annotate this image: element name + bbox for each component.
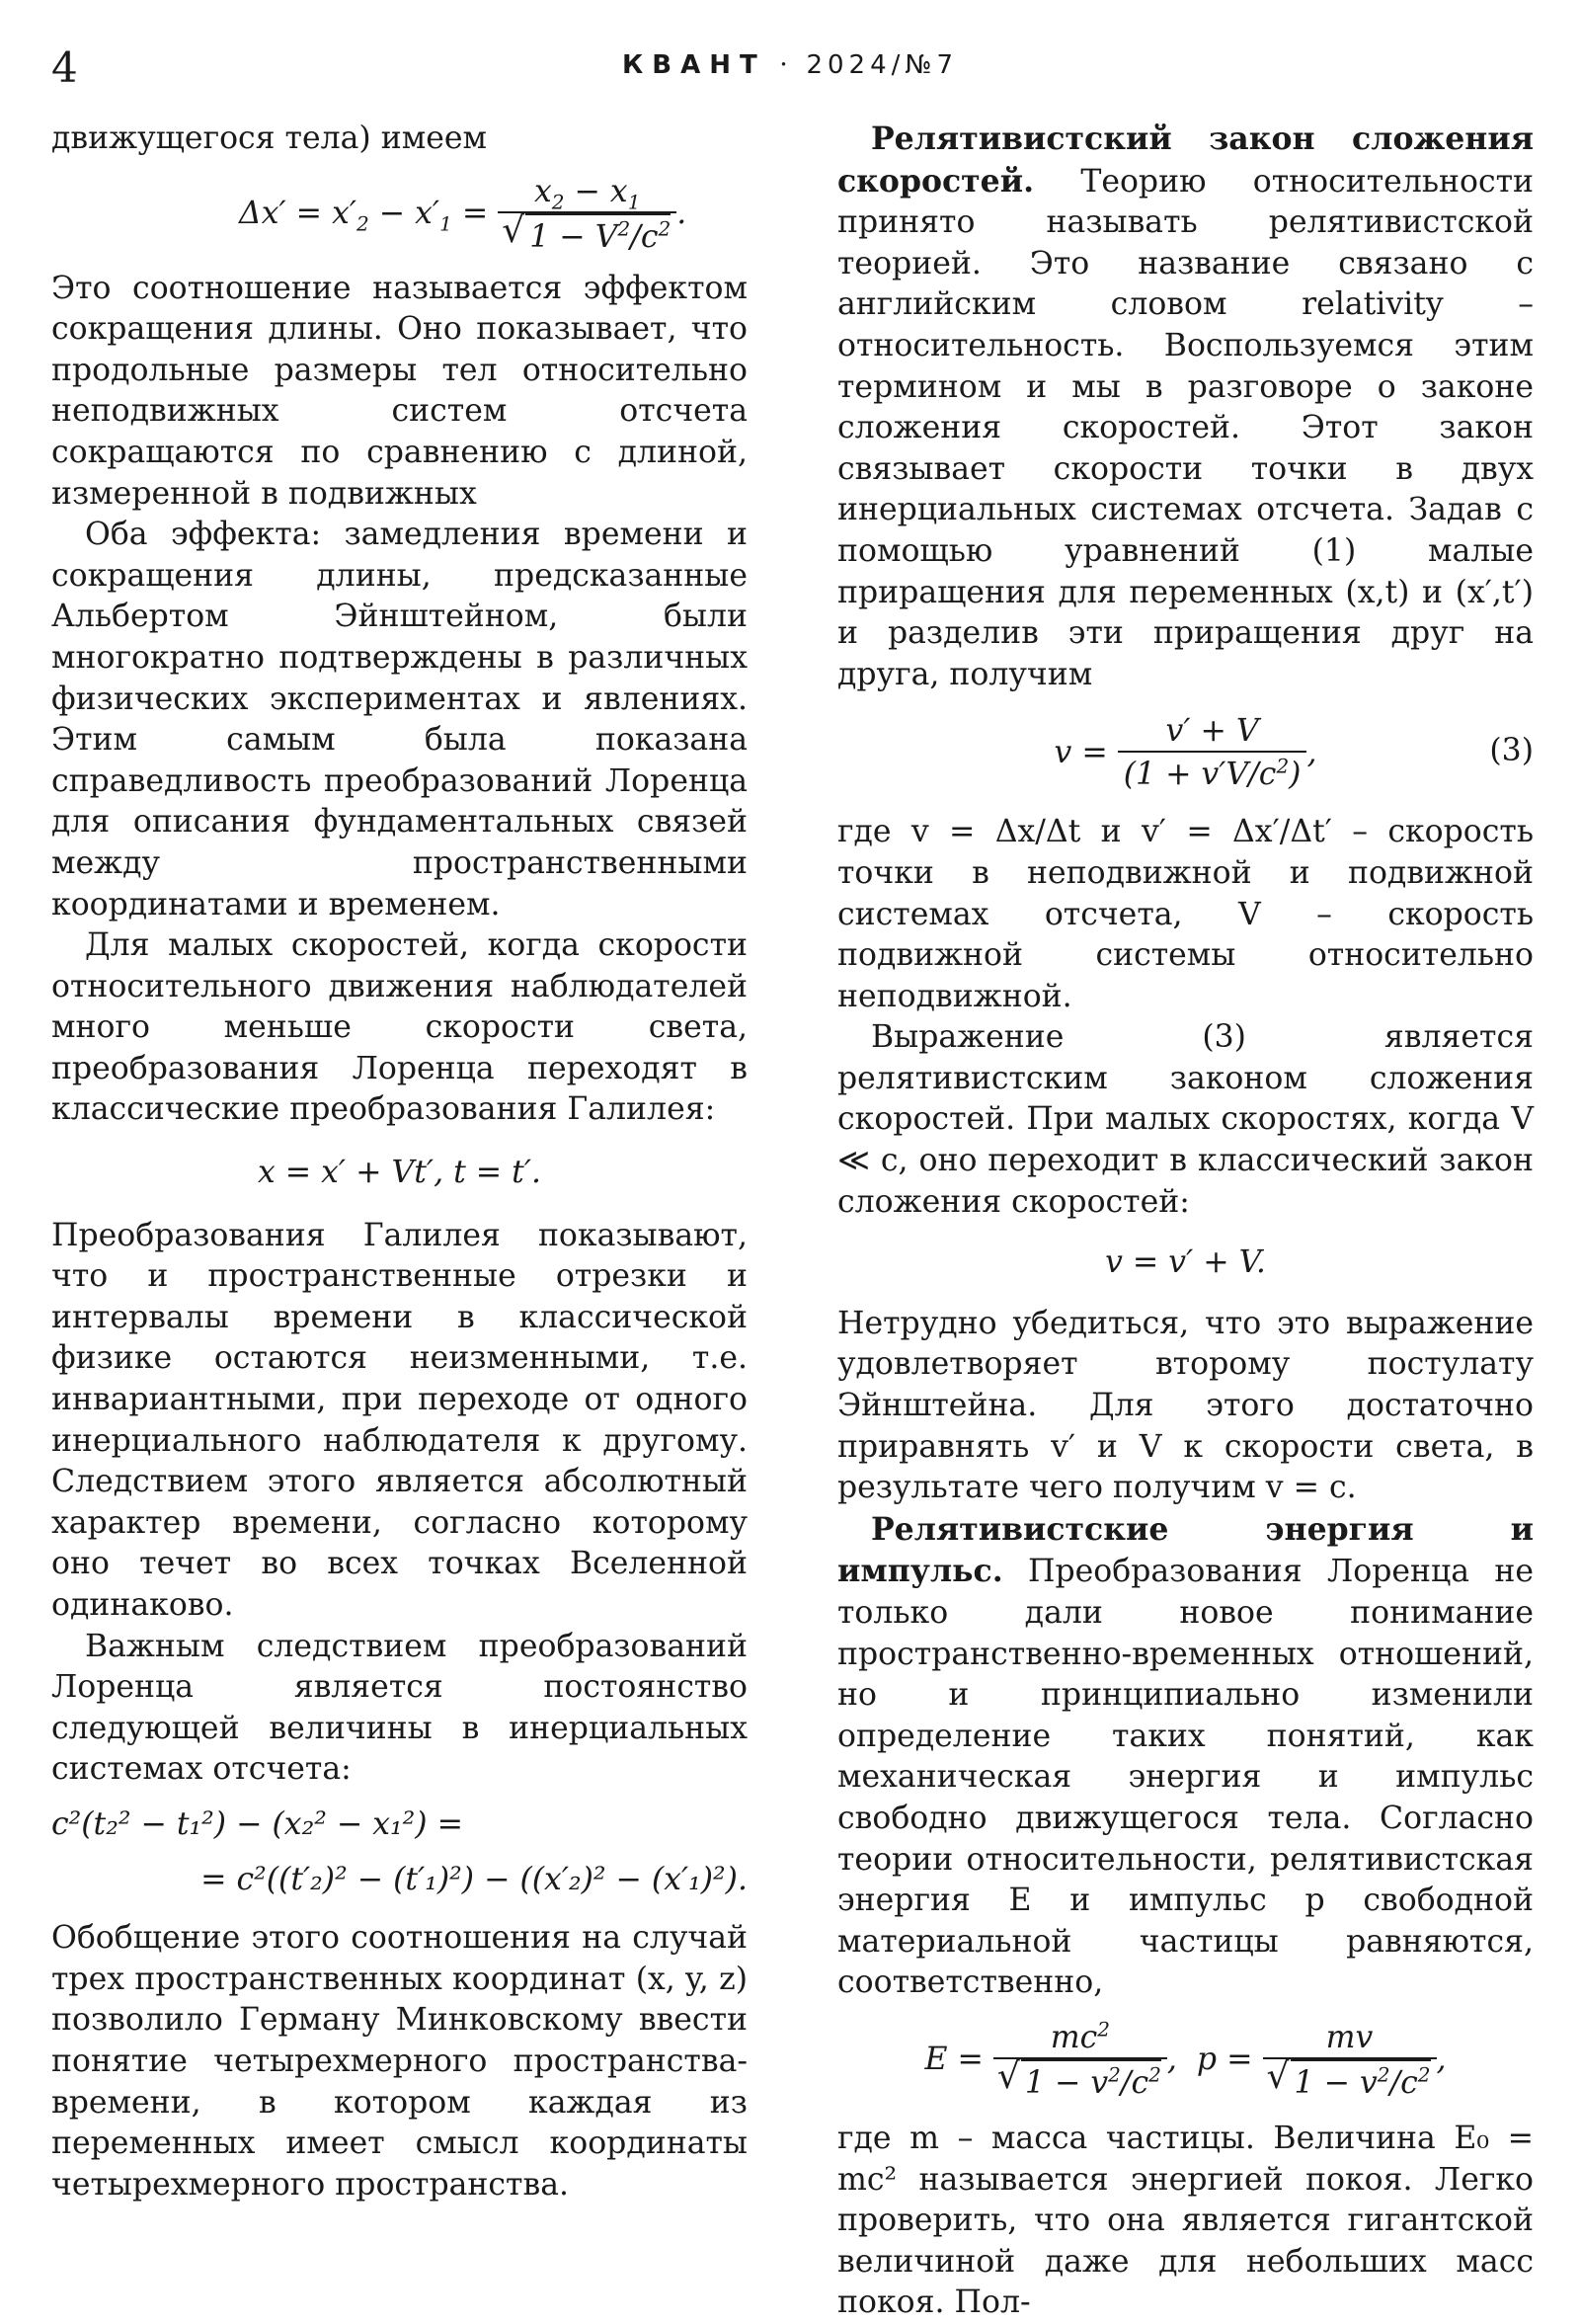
equation-galileo: x = x′ + Vt′, t = t′. — [257, 1155, 541, 1191]
paragraph: Преобразования Лоренца не только дали новое понимание пространственно-временных отношений, но и принципиально изменили определение таких понятий, как механическая энергия и импульс свободно движущегося тела. Согласно теории относительности, релятивистская энергия E и импульс p свободной материальной частицы равняются, соответственно, — [837, 1554, 1535, 2001]
equation-energy-momentum: E = $mc^2$ √ $1 - v^2/c^2$ , p = mv √ $1 - v^2/c^2$ , — [837, 2018, 1534, 2105]
running-head — [0, 51, 1580, 78]
left-column — [51, 119, 748, 2205]
equation-length-contraction: $\Delta x' = x'_2 - x'_1$ = $x_2 - x_1$ √ $1 - V^2/c^2$ . — [51, 172, 748, 259]
paragraph: Оба эффекта: замедления времени и сокращения длины, предсказанные Альбертом Эйнштейном, были многократно подтверждены в различных физических экспериментах и явлениях. Этим самым была показана справедливость преобразований Лоренца для описания фундаментальных связей между пространственными координатами и временем. — [51, 517, 748, 922]
section-heading: Релятивистские энергия и импульс. — [837, 1510, 1534, 1590]
paragraph: Для малых скоростей, когда скорости относительного движения наблюдателей много меньше скорости света, преобразования Лоренца переходят в классические преобразования Галилея: — [51, 927, 748, 1128]
equation-velocity-addition: v = $\frac{v' + V}{(1 + v'V/c^2)}$ , (3) — [1054, 713, 1534, 793]
paragraph: Нетрудно убедиться, что это выражение удовлетворяет второму постулату Эйнштейна. Для этого достаточно приравнять v′ и V к скорости света, в результате чего получим v = c. — [837, 1305, 1534, 1506]
equation-classic-addition: v = v′ + V. — [1105, 1244, 1266, 1281]
right-column — [837, 119, 1534, 2324]
paragraph: Теорию относительности принято называть релятивистской теорией. Это название связано с английским словом relativity – относительность. Воспользуемся этим термином и мы в разговоре о законе сложения скоростей. Этот закон связывает скорости точки в двух инерциальных системах отсчета. Задав с помощью уравнений (1) малые приращения для переменных (x,t) и (x′,t′) и разделив эти приращения друг на друга, получим — [837, 163, 1535, 692]
paragraph: где m – масса частицы. Величина E₀ = mc² называется энергией покоя. Легко проверить, что она является гигантской величиной даже для небольших масс покоя. Пол- — [837, 2120, 1534, 2321]
paragraph: Это соотношение называется эффектом сокращения длины. Оно показывает, что продольные размеры тел относительно неподвижных систем отсчета сокращаются по сравнению с длиной, измеренной в подвижных — [51, 270, 748, 512]
equation-invariant-line-1: c²(t₂² − t₁²) − (x₂² − x₁²) = — [51, 1805, 463, 1842]
page-number: 4 — [51, 43, 78, 92]
issue-number: 2024/№7 — [806, 50, 958, 80]
paragraph: где v = Δx/Δt и v′ = Δx′/Δt′ – скорость точки в неподвижной и подвижной системах отсчета, V – скорость подвижной системы относительно неподвижной. — [837, 814, 1534, 1014]
paragraph: Выражение (3) является релятивистским законом сложения скоростей. При малых скоростях, когда V ≪ c, оно переходит в классический закон сложения скоростей: — [837, 1019, 1534, 1220]
section-heading: Релятивистский закон сложения скоростей. — [837, 120, 1534, 200]
header-separator: · — [779, 49, 793, 80]
paragraph: Преобразования Галилея показывают, что и пространственные отрезки и интервалы времени в классической физике остаются неизменными, т.е. инвариантными, при переходе от одного инерциального наблюдателя к другому. Следствием этого является абсолютный характер времени, согласно которому оно течет во всех точках Вселенной одинаково. — [51, 1217, 748, 1623]
paragraph: движущегося тела) имеем — [51, 120, 487, 156]
magazine-title: КВАНТ — [622, 50, 766, 80]
paragraph: Обобщение этого соотношения на случай трех пространственных координат (x, y, z) позволило Герману Минковскому ввести понятие четырехмерного пространства-времени, в котором каждая из переменных имеет смысл координаты четырехмерного пространства. — [51, 1920, 748, 2203]
equation-invariant-line-2: = c²((t′₂)² − (t′₁)²) − ((x′₂)² − (x′₁)²). — [200, 1861, 748, 1897]
equation-number: (3) — [1489, 733, 1534, 769]
paragraph: Важным следствием преобразований Лоренца является постоянство следующей величины в инерциальных системах отсчета: — [51, 1628, 748, 1788]
